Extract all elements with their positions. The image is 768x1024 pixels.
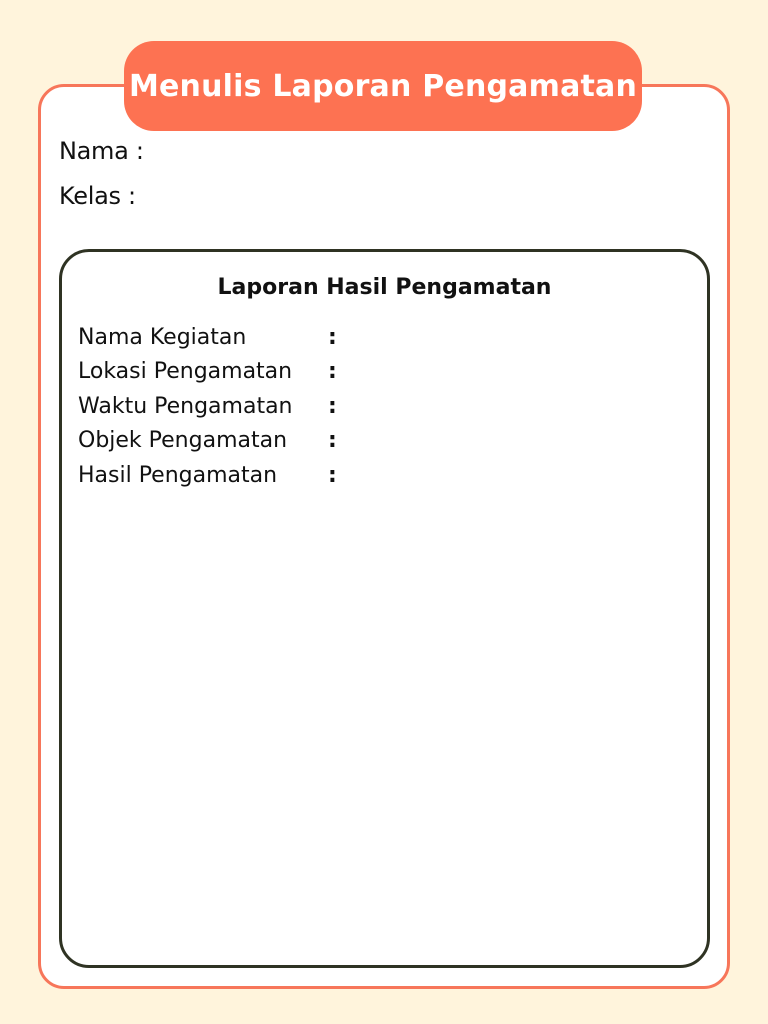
report-row-label: Waktu Pengamatan <box>78 394 293 419</box>
report-row-label: Hasil Pengamatan <box>78 463 278 488</box>
report-box <box>59 249 710 968</box>
report-row-colon: : <box>328 394 337 419</box>
report-row-waktu-pengamatan <box>78 394 337 419</box>
title-banner <box>124 41 642 131</box>
report-row-colon: : <box>328 428 337 453</box>
report-row-label: Lokasi Pengamatan <box>78 359 293 384</box>
report-row-colon: : <box>328 325 337 350</box>
report-heading: Laporan Hasil Pengamatan <box>217 275 552 300</box>
report-row-nama-kegiatan <box>78 325 337 350</box>
report-row-objek-pengamatan <box>78 428 337 453</box>
kelas-field-label: Kelas : <box>59 182 136 210</box>
report-row-colon: : <box>328 463 337 488</box>
nama-field-label: Nama : <box>59 137 144 165</box>
report-row-label: Nama Kegiatan <box>78 325 247 350</box>
page-title: Menulis Laporan Pengamatan <box>128 68 638 104</box>
report-row-label: Objek Pengamatan <box>78 428 288 453</box>
report-row-colon: : <box>328 359 337 384</box>
report-row-lokasi-pengamatan <box>78 359 337 384</box>
report-row-hasil-pengamatan <box>78 463 337 488</box>
